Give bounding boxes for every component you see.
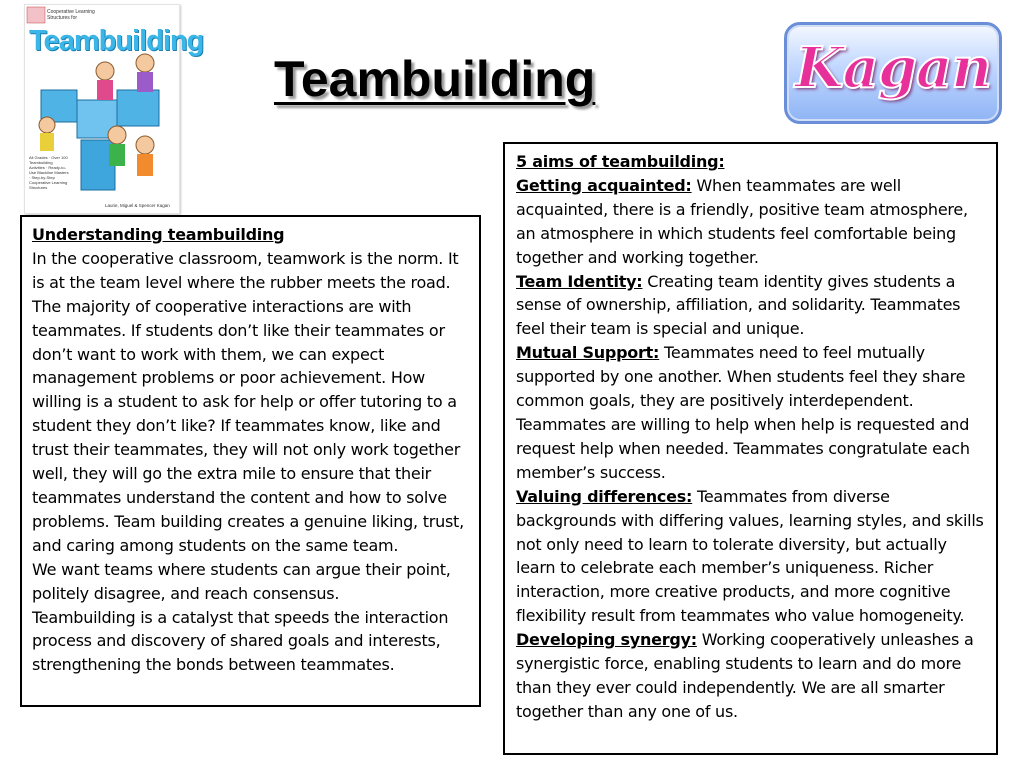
kagan-logo-text: Kagan [794, 35, 992, 101]
aim-item [516, 270, 990, 342]
understanding-box [20, 215, 481, 707]
aim-text: Teammates from diverse backgrounds with differing values, learning styles, and skills not only need to learn to tolerate diversity, but actually learn to celebrate each member’s uniqueness. Richer interaction, more creative products, and more cognitive flexibility result from teammates who value homogeneity. [516, 486, 984, 626]
aim-item [516, 341, 990, 484]
aim-text: Teammates need to feel mutually supported by one another. When students feel they share common goals, they are positively interdependent. Teammates are willing to help when help is requested and request help when needed. Teammates congratulate each member’s success. [516, 343, 970, 482]
book-cover-subtitle: Cooperative Learning Structures for [47, 9, 95, 21]
aim-label: Getting acquainted: [516, 175, 692, 195]
aim-item [516, 174, 990, 270]
book-cover-notes: All Grades · Over 100 Teambuilding Activities · Ready-to-Use Blackline Masters · Step-by-Step Cooperative Learning Structures [29, 155, 69, 190]
understanding-paragraph-1: In the cooperative classroom, teamwork is the norm. It is at the team level where the rubber meets the road. The majority of cooperative interactions are with teammates. If students don’t like their teammates or don’t want to work with them, we can expect management problems or poor achievement. How willing is a student to ask for help or offer tutoring to a student they don’t like? If teammates know, like and trust their teammates, they will not only work together well, they will go the extra mile to ensure that their teammates understand the content and how to solve problems. Team building creates a genuine liking, trust, and caring among students on the same team. [32, 248, 464, 555]
aim-label: Developing synergy: [516, 630, 697, 650]
aim-text: Creating team identity gives students a sense of ownership, affiliation, and solidarity. Teammates feel their team is special and unique. [516, 271, 961, 339]
book-cover-authors: Laurie, Miguel & Spencer Kagan [105, 203, 170, 208]
aim-item [516, 628, 990, 724]
aim-label: Valuing differences: [516, 486, 693, 506]
page-title: Teambuilding [274, 51, 596, 107]
understanding-paragraph-2: We want teams where students can argue their point, politely disagree, and reach consensus. [32, 559, 451, 603]
book-cover [24, 4, 204, 214]
aim-label: Mutual Support: [516, 343, 660, 363]
understanding-heading: Understanding teambuilding [32, 225, 285, 244]
aim-item [516, 485, 990, 628]
understanding-paragraph-3: Teambuilding is a catalyst that speeds the interaction process and discovery of shared goals and interests, strengthening the bonds between teammates. [32, 607, 449, 675]
aim-text: When teammates are well acquainted, there is a friendly, positive team atmosphere, an atmosphere in which students feel comfortable being together and working together. [516, 175, 968, 267]
aim-label: Team Identity: [516, 271, 643, 291]
aims-box [503, 142, 998, 755]
aims-heading: 5 aims of teambuilding: [516, 152, 725, 171]
book-cover-title: Teambuilding [29, 25, 204, 57]
kagan-logo [784, 22, 1002, 124]
aim-text: Working cooperatively unleashes a synergistic force, enabling students to learn and do more than they ever could independently. We are all smarter together than any one of us. [516, 630, 974, 721]
